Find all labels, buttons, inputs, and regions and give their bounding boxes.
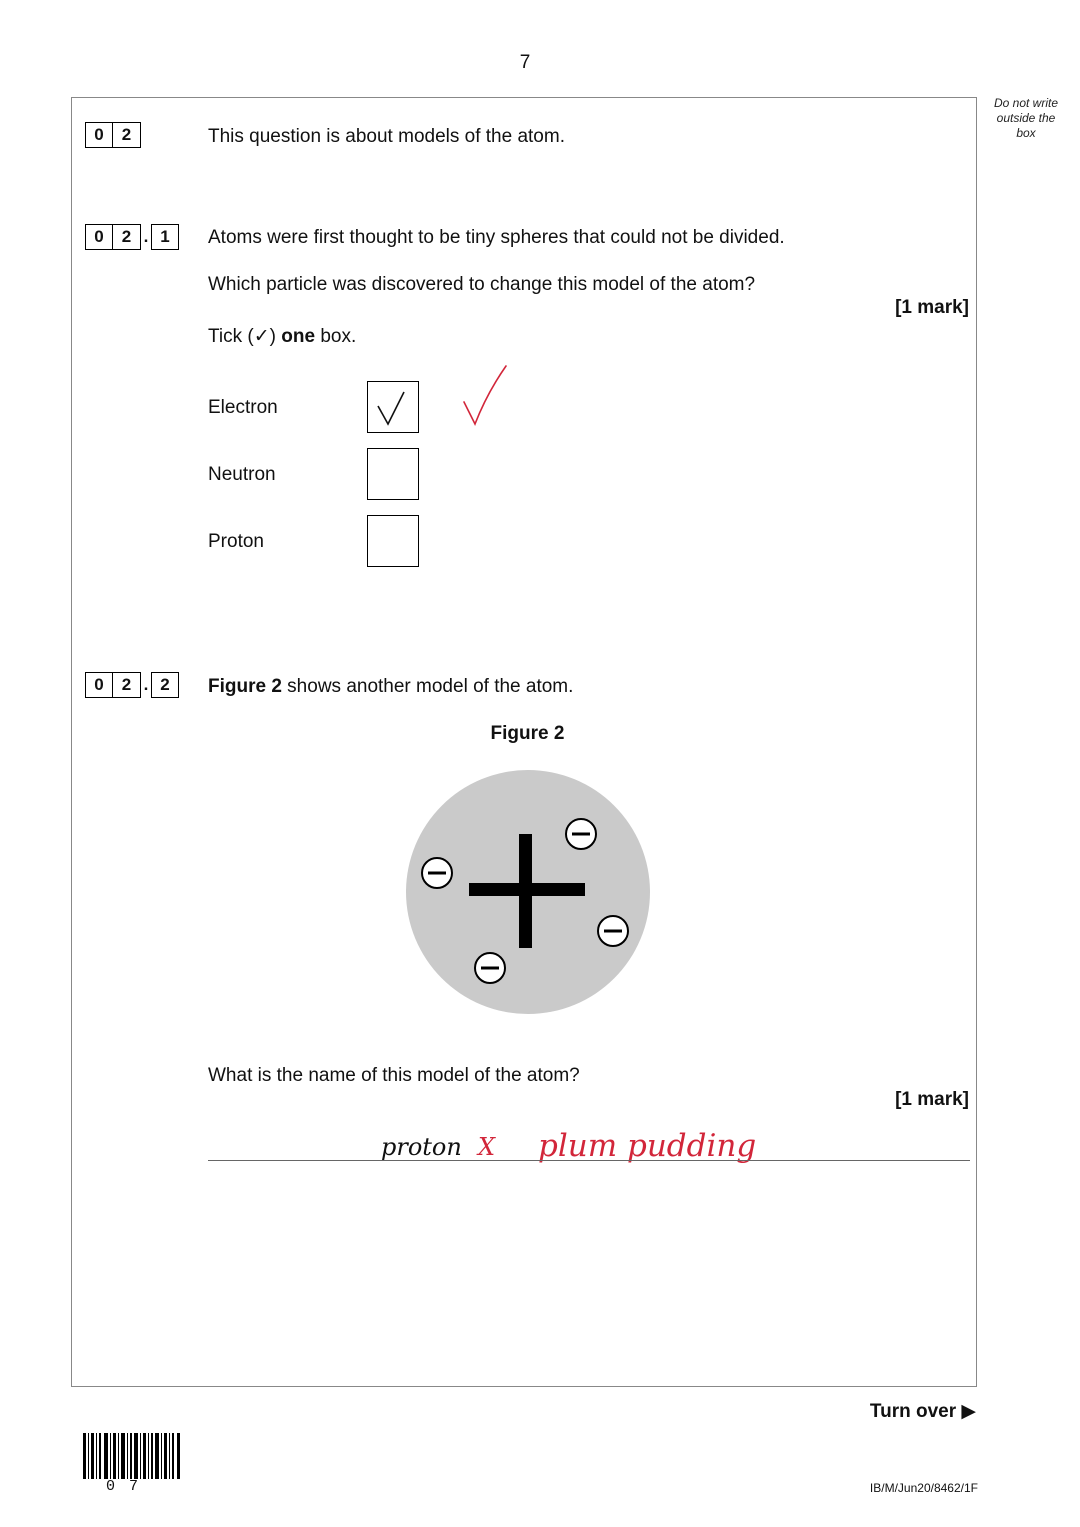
- checkbox-proton[interactable]: [367, 515, 419, 567]
- question-number-02-2: [85, 672, 179, 698]
- marker-tick-icon: [458, 362, 510, 428]
- question-number-cell: 0: [85, 122, 113, 148]
- question-number-cell: 1: [151, 224, 179, 250]
- option-label-neutron: Neutron: [208, 464, 276, 485]
- page-number: 7: [519, 52, 531, 73]
- question-intro: This question is about models of the atom.: [208, 126, 565, 147]
- electron-icon: [598, 916, 628, 946]
- barcode: [83, 1433, 181, 1479]
- question-number-cell: 2: [113, 672, 141, 698]
- figure-intro-text: shows another model of the atom.: [281, 676, 574, 697]
- checkbox-electron[interactable]: [367, 381, 419, 433]
- question-prompt: What is the name of this model of the atom?: [208, 1065, 580, 1086]
- tick-icon: [368, 382, 420, 434]
- margin-note-line: Do not write: [993, 96, 1059, 110]
- question-number-cell: 2: [113, 122, 141, 148]
- electron-icon: [422, 858, 452, 888]
- paper-reference: IB/M/Jun20/8462/1F: [869, 1481, 978, 1495]
- question-prompt: Which particle was discovered to change this model of the atom?: [208, 274, 756, 295]
- question-number-separator: .: [143, 675, 149, 694]
- plum-pudding-diagram: [405, 770, 651, 1016]
- student-answer: proton: [381, 1133, 462, 1161]
- tick-instruction: [208, 325, 356, 348]
- mark-allocation: [1 mark]: [895, 1089, 969, 1110]
- margin-note-line: box: [1016, 126, 1036, 140]
- electron-icon: [475, 953, 505, 983]
- marker-cross: X: [478, 1133, 496, 1161]
- instruction-emphasis: one: [281, 326, 316, 347]
- figure-title: Figure 2: [490, 723, 565, 744]
- marker-correction: plum pudding: [538, 1128, 757, 1164]
- turn-over: Turn over ▶: [869, 1401, 976, 1422]
- figure-intro: [208, 676, 573, 698]
- instruction-text: box.: [315, 326, 357, 347]
- answer-line[interactable]: [208, 1160, 970, 1161]
- question-number-cell: 2: [113, 224, 141, 250]
- figure-reference: Figure 2: [208, 676, 282, 697]
- question-number-separator: .: [143, 227, 149, 246]
- margin-note: [984, 96, 1068, 141]
- checkbox-neutron[interactable]: [367, 448, 419, 500]
- margin-note-line: outside the: [996, 111, 1056, 125]
- question-number-cell: 2: [151, 672, 179, 698]
- question-number-cell: 0: [85, 672, 113, 698]
- option-label-proton: Proton: [208, 531, 264, 552]
- question-number-cell: 0: [85, 224, 113, 250]
- barcode-number: 07: [106, 1478, 153, 1495]
- question-number-02: [85, 122, 141, 148]
- option-label-electron: Electron: [208, 397, 278, 418]
- instruction-text: Tick (✓): [208, 326, 282, 347]
- question-number-02-1: [85, 224, 179, 250]
- mark-allocation: [1 mark]: [895, 297, 969, 318]
- electron-icon: [566, 819, 596, 849]
- question-statement: Atoms were first thought to be tiny spheres that could not be divided.: [208, 227, 785, 248]
